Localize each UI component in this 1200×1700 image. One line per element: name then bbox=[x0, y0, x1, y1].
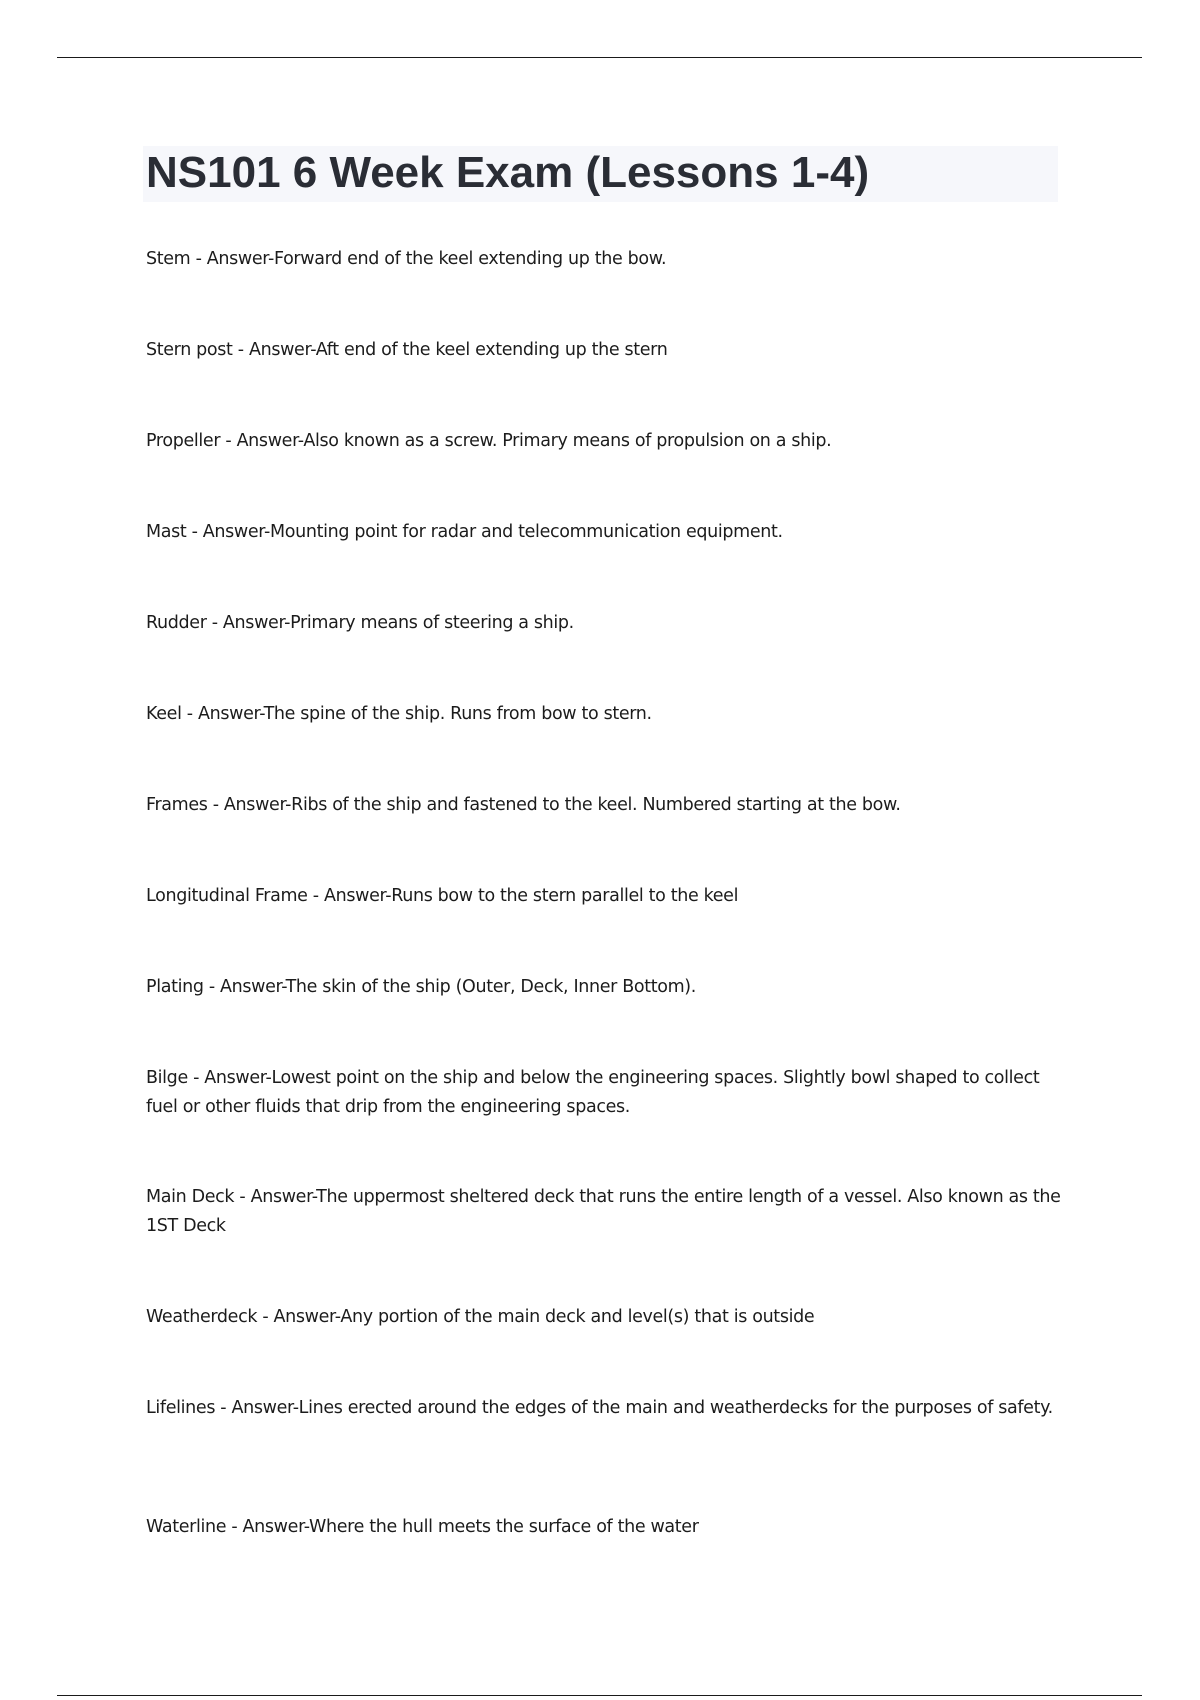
qa-entry-longitudinal-frame: Longitudinal Frame - Answer-Runs bow to the stern parallel to the keel bbox=[146, 886, 739, 906]
qa-entry-weatherdeck: Weatherdeck - Answer-Any portion of the main deck and level(s) that is outside bbox=[146, 1307, 815, 1327]
qa-entry-stern-post: Stern post - Answer-Aft end of the keel extending up the stern bbox=[146, 340, 668, 360]
qa-entry-rudder: Rudder - Answer-Primary means of steering a ship. bbox=[146, 613, 574, 633]
qa-entry-lifelines: Lifelines - Answer-Lines erected around the edges of the main and weatherdecks for the purposes of safety. bbox=[146, 1398, 1053, 1418]
qa-entry-propeller: Propeller - Answer-Also known as a screw. Primary means of propulsion on a ship. bbox=[146, 431, 832, 451]
qa-entry-plating: Plating - Answer-The skin of the ship (Outer, Deck, Inner Bottom). bbox=[146, 977, 696, 997]
top-rule bbox=[57, 57, 1142, 58]
qa-entry-bilge: Bilge - Answer-Lowest point on the ship and below the engineering spaces. Slightly bowl shaped to collect fuel or other fluids that drip from the engineering spaces. bbox=[146, 1068, 1040, 1117]
qa-entry-stem: Stem - Answer-Forward end of the keel extending up the bow. bbox=[146, 249, 667, 269]
qa-entry-frames: Frames - Answer-Ribs of the ship and fastened to the keel. Numbered starting at the bow. bbox=[146, 795, 901, 815]
qa-entry-mast: Mast - Answer-Mounting point for radar and telecommunication equipment. bbox=[146, 522, 783, 542]
qa-entry-keel: Keel - Answer-The spine of the ship. Runs from bow to stern. bbox=[146, 704, 652, 724]
qa-entry-waterline: Waterline - Answer-Where the hull meets the surface of the water bbox=[146, 1517, 699, 1537]
page-title: NS101 6 Week Exam (Lessons 1-4) bbox=[146, 148, 870, 197]
qa-entry-main-deck: Main Deck - Answer-The uppermost sheltered deck that runs the entire length of a vessel. Also known as the 1ST Deck bbox=[146, 1187, 1061, 1236]
bottom-rule bbox=[57, 1695, 1142, 1696]
